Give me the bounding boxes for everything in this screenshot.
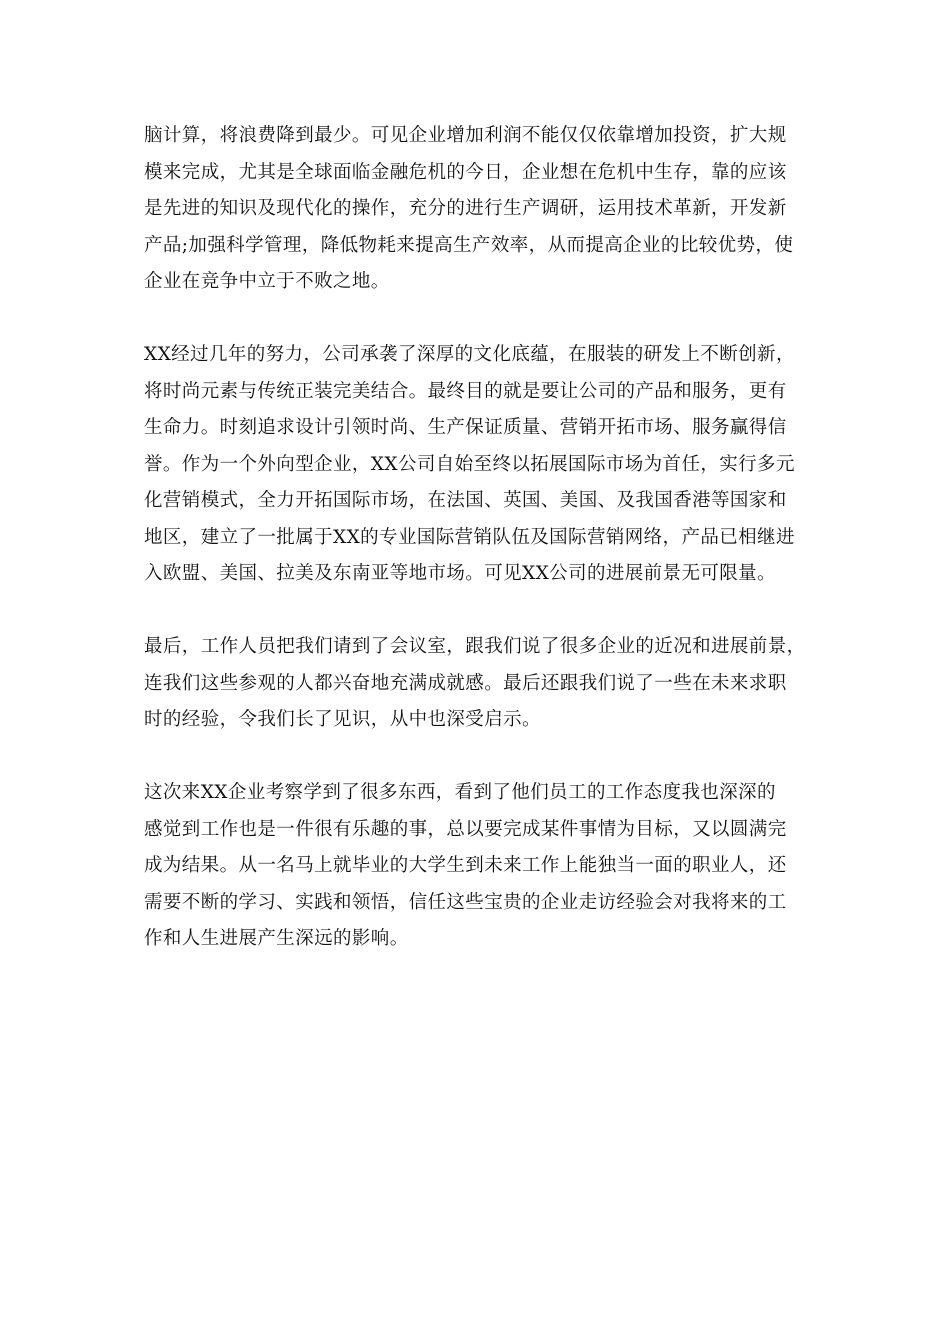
paragraph-line: 脑计算，将浪费降到最少。可见企业增加利润不能仅仅依靠增加投资，扩大规 (144, 125, 787, 146)
paragraph-line: 企业在竞争中立于不败之地。 (144, 271, 390, 292)
paragraph-line: 生命力。时刻追求设计引领时尚、生产保证质量、营销开拓市场、服务赢得信 (144, 417, 787, 438)
paragraph-line: 作和人生进展产生深远的影响。 (144, 928, 409, 949)
paragraph-line: 誉。作为一个外向型企业，XX公司自始至终以拓展国际市场为首任，实行多元 (144, 453, 795, 475)
paragraph-2 (144, 337, 824, 593)
paragraph-line: 地区，建立了一批属于XX的专业国际营销队伍及国际营销网络，产品已相继进 (144, 526, 795, 548)
paragraph-line: 感觉到工作也是一件很有乐趣的事，总以要完成某件事情为目标，又以圆满完 (144, 818, 787, 840)
document-body (144, 118, 824, 958)
paragraph-3 (144, 629, 824, 739)
paragraph-line: 最后，工作人员把我们请到了会议室，跟我们说了很多企业的近况和进展前景， (144, 636, 806, 657)
paragraph-line: 需要不断的学习、实践和领悟，信任这些宝贵的企业走访经验会对我将来的工 (144, 891, 787, 913)
paragraph-line: 将时尚元素与传统正装完美结合。最终目的就是要让公司的产品和服务，更有 (144, 380, 787, 402)
paragraph-line: 成为结果。从一名马上就毕业的大学生到未来工作上能独当一面的职业人，还 (144, 855, 787, 876)
paragraph-spacer (144, 301, 824, 338)
paragraph-line: 化营销模式，全力开拓国际市场，在法国、英国、美国、及我国香港等国家和 (144, 490, 787, 511)
paragraph-spacer (144, 739, 824, 776)
paragraph-4 (144, 775, 824, 958)
paragraph-line: 是先进的知识及现代化的操作，充分的进行生产调研，运用技术革新，开发新 (144, 198, 787, 219)
paragraph-line: 时的经验，令我们长了见识，从中也深受启示。 (144, 709, 541, 730)
paragraph-1 (144, 118, 824, 301)
paragraph-spacer (144, 593, 824, 630)
paragraph-line: 入欧盟、美国、拉美及东南亚等地市场。可见XX公司的进展前景无可限量。 (144, 563, 776, 584)
paragraph-line: 产品;加强科学管理，降低物耗来提高生产效率，从而提高企业的比较优势，使 (144, 234, 794, 256)
paragraph-line: 连我们这些参观的人都兴奋地充满成就感。最后还跟我们说了一些在未来求职 (144, 672, 787, 694)
paragraph-line: XX经过几年的努力，公司承袭了深厚的文化底蕴，在服装的研发上不断创新， (144, 344, 795, 365)
paragraph-line: 模来完成，尤其是全球面临金融危机的今日，企业想在危机中生存，靠的应该 (144, 161, 787, 183)
paragraph-line: 这次来XX企业考察学到了很多东西，看到了他们员工的工作态度我也深深的 (144, 782, 776, 803)
